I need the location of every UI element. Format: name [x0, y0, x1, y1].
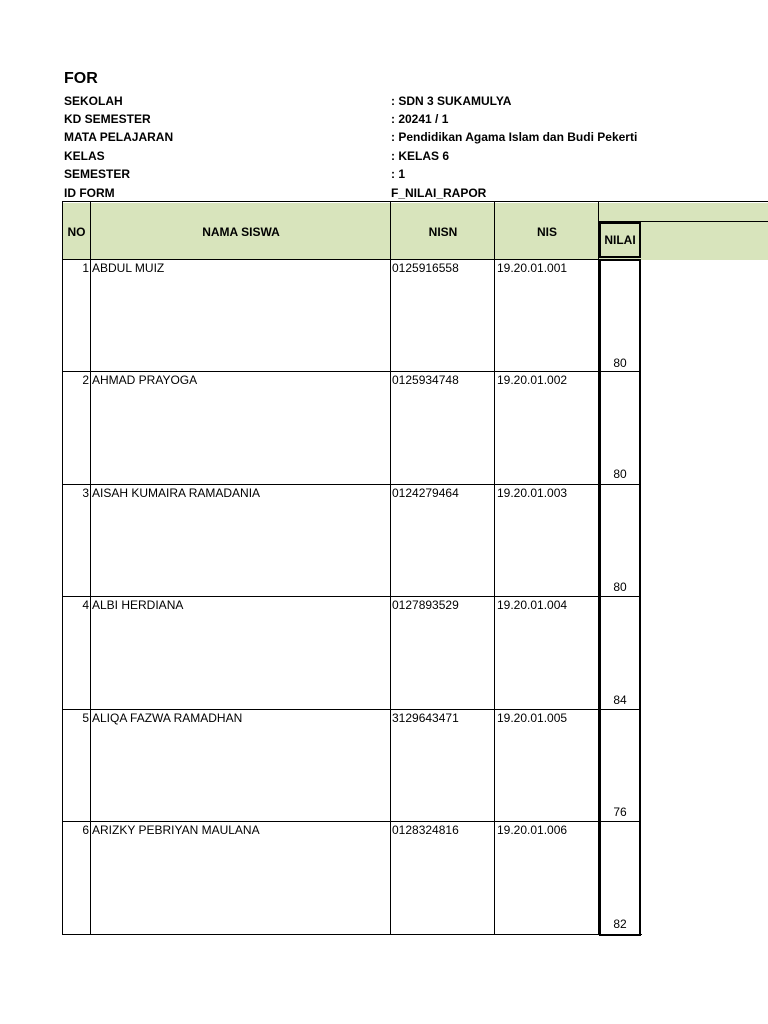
form-title: FOR	[64, 70, 98, 87]
row-nis: 19.20.01.004	[497, 598, 568, 612]
row-nisn: 0125916558	[392, 261, 459, 275]
grid-line	[62, 596, 599, 597]
row-no: 3	[82, 486, 89, 500]
row-nisn: 0124279464	[392, 486, 459, 500]
grid-line	[62, 709, 599, 710]
grid-line	[90, 201, 91, 935]
meta-value-kelas: : KELAS 6	[391, 149, 450, 163]
header-no: NO	[67, 224, 86, 239]
row-nilai: 82	[613, 917, 627, 931]
row-no: 2	[82, 373, 89, 387]
meta-value-kd-semester: : 20241 / 1	[391, 112, 449, 126]
row-no: 6	[82, 823, 89, 837]
row-nilai: 76	[613, 805, 627, 819]
grid-line	[62, 484, 599, 485]
row-nisn: 3129643471	[392, 711, 459, 725]
header-top-border	[62, 201, 768, 202]
header-sub-line	[599, 221, 768, 222]
meta-value-sekolah: : SDN 3 SUKAMULYA	[391, 94, 512, 108]
row-nis: 19.20.01.006	[497, 823, 568, 837]
row-no: 5	[82, 711, 89, 725]
row-nama: ARIZKY PEBRIYAN MAULANA	[92, 823, 260, 837]
meta-value-semester: : 1	[391, 167, 406, 181]
grid-line	[62, 259, 599, 260]
row-nis: 19.20.01.002	[497, 373, 568, 387]
row-nilai: 80	[613, 467, 627, 481]
row-nilai: 80	[613, 356, 627, 370]
meta-label-mata-pelajaran: MATA PELAJARAN	[64, 130, 174, 144]
row-nisn: 0128324816	[392, 823, 459, 837]
row-nis: 19.20.01.003	[497, 486, 568, 500]
grid-line	[62, 821, 599, 822]
meta-label-sekolah: SEKOLAH	[64, 94, 123, 108]
row-nis: 19.20.01.001	[497, 261, 568, 275]
row-nama: ABDUL MUIZ	[92, 261, 165, 275]
header-nama-siswa: NAMA SISWA	[202, 224, 280, 239]
grid-line	[390, 201, 391, 935]
grid-line	[62, 371, 599, 372]
row-no: 4	[82, 598, 89, 612]
meta-label-semester: SEMESTER	[64, 167, 131, 181]
row-nama: AHMAD PRAYOGA	[92, 373, 198, 387]
meta-value-mata-pelajaran: : Pendidikan Agama Islam dan Budi Pekerti	[391, 130, 638, 144]
header-nilai: NILAI	[599, 222, 641, 258]
meta-label-kd-semester: KD SEMESTER	[64, 112, 151, 126]
row-nisn: 0127893529	[392, 598, 459, 612]
grid-line	[494, 201, 495, 935]
row-nilai: 80	[613, 580, 627, 594]
header-nisn: NISN	[428, 224, 458, 239]
meta-value-id-form: F_NILAI_RAPOR	[391, 186, 487, 200]
meta-label-id-form: ID FORM	[64, 186, 115, 200]
row-nis: 19.20.01.005	[497, 711, 568, 725]
meta-label-kelas: KELAS	[64, 149, 105, 163]
row-nilai: 84	[613, 693, 627, 707]
row-nama: ALBI HERDIANA	[92, 598, 184, 612]
row-nisn: 0125934748	[392, 373, 459, 387]
grid-line	[62, 934, 642, 935]
row-nama: AISAH KUMAIRA RAMADANIA	[92, 486, 261, 500]
row-nama: ALIQA FAZWA RAMADHAN	[92, 711, 243, 725]
row-no: 1	[82, 261, 89, 275]
header-nis: NIS	[536, 224, 557, 239]
